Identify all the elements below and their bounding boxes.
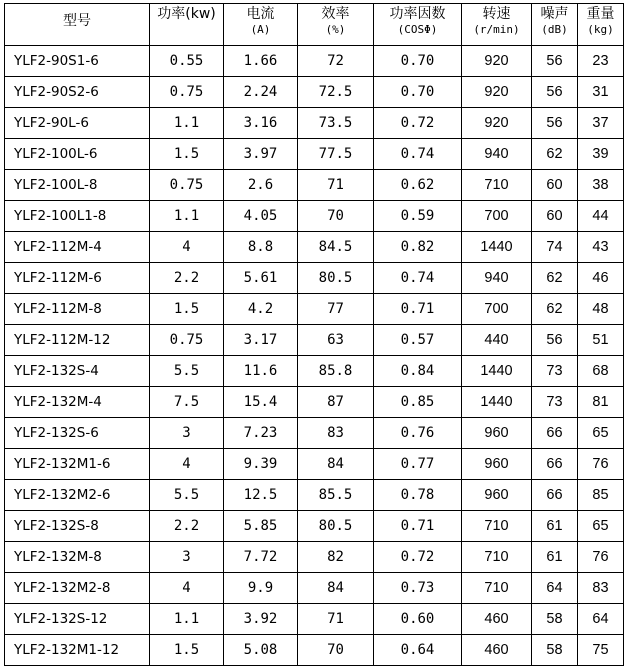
header-weight-unit: (kg) [587, 23, 614, 36]
cell-power: 2.2 [150, 511, 224, 542]
table-row [5, 263, 624, 294]
cell-speed: 440 [462, 325, 532, 356]
cell-current: 3.16 [224, 108, 298, 139]
cell-efficiency: 71 [298, 604, 374, 635]
cell-speed: 700 [462, 294, 532, 325]
header-model-label: 型号 [63, 13, 91, 29]
cell-model: YLF2-100L-6 [5, 139, 150, 170]
header-speed-label: 转速 [482, 6, 511, 22]
cell-model: YLF2-132S-4 [5, 356, 150, 387]
cell-power-factor: 0.85 [374, 387, 462, 418]
cell-current: 4.2 [224, 294, 298, 325]
cell-speed: 710 [462, 573, 532, 604]
header-noise [532, 4, 578, 46]
cell-efficiency: 85.5 [298, 480, 374, 511]
cell-power: 4 [150, 449, 224, 480]
header-current-label: 电流 [246, 6, 275, 22]
cell-noise: 60 [532, 170, 578, 201]
cell-speed: 1440 [462, 232, 532, 263]
cell-current: 3.92 [224, 604, 298, 635]
header-efficiency [298, 4, 374, 46]
cell-power: 3 [150, 542, 224, 573]
cell-model: YLF2-90S2-6 [5, 77, 150, 108]
table-row [5, 542, 624, 573]
header-current [224, 4, 298, 46]
motor-spec-sheet [4, 3, 624, 666]
cell-current: 9.39 [224, 449, 298, 480]
cell-noise: 56 [532, 108, 578, 139]
cell-model: YLF2-90S1-6 [5, 46, 150, 77]
cell-efficiency: 71 [298, 170, 374, 201]
table-row [5, 511, 624, 542]
cell-power-factor: 0.57 [374, 325, 462, 356]
cell-power: 1.5 [150, 635, 224, 666]
cell-weight: 83 [578, 573, 624, 604]
cell-weight: 23 [578, 46, 624, 77]
cell-efficiency: 87 [298, 387, 374, 418]
cell-weight: 37 [578, 108, 624, 139]
cell-noise: 62 [532, 263, 578, 294]
cell-efficiency: 77.5 [298, 139, 374, 170]
cell-current: 3.17 [224, 325, 298, 356]
cell-current: 5.85 [224, 511, 298, 542]
cell-model: YLF2-132S-8 [5, 511, 150, 542]
cell-current: 9.9 [224, 573, 298, 604]
header-efficiency-label: 效率 [321, 6, 350, 22]
cell-speed: 700 [462, 201, 532, 232]
cell-model: YLF2-132M-8 [5, 542, 150, 573]
cell-weight: 85 [578, 480, 624, 511]
cell-model: YLF2-132M-4 [5, 387, 150, 418]
cell-weight: 68 [578, 356, 624, 387]
cell-power: 1.5 [150, 139, 224, 170]
cell-efficiency: 77 [298, 294, 374, 325]
cell-current: 7.23 [224, 418, 298, 449]
cell-power-factor: 0.71 [374, 511, 462, 542]
cell-weight: 76 [578, 542, 624, 573]
cell-efficiency: 84.5 [298, 232, 374, 263]
cell-power-factor: 0.72 [374, 108, 462, 139]
cell-power-factor: 0.74 [374, 139, 462, 170]
table-row [5, 77, 624, 108]
cell-noise: 66 [532, 480, 578, 511]
cell-weight: 48 [578, 294, 624, 325]
cell-power: 5.5 [150, 480, 224, 511]
cell-power: 1.1 [150, 108, 224, 139]
cell-model: YLF2-132M2-8 [5, 573, 150, 604]
table-row [5, 604, 624, 635]
cell-power-factor: 0.60 [374, 604, 462, 635]
cell-current: 12.5 [224, 480, 298, 511]
cell-efficiency: 84 [298, 449, 374, 480]
table-row [5, 387, 624, 418]
cell-weight: 51 [578, 325, 624, 356]
cell-noise: 60 [532, 201, 578, 232]
table-header-row [5, 4, 624, 46]
cell-model: YLF2-90L-6 [5, 108, 150, 139]
table-row [5, 232, 624, 263]
cell-speed: 710 [462, 542, 532, 573]
cell-power-factor: 0.77 [374, 449, 462, 480]
cell-weight: 81 [578, 387, 624, 418]
cell-efficiency: 63 [298, 325, 374, 356]
cell-weight: 76 [578, 449, 624, 480]
cell-noise: 64 [532, 573, 578, 604]
cell-efficiency: 73.5 [298, 108, 374, 139]
cell-power-factor: 0.73 [374, 573, 462, 604]
cell-current: 2.6 [224, 170, 298, 201]
cell-weight: 39 [578, 139, 624, 170]
table-row [5, 573, 624, 604]
cell-speed: 460 [462, 635, 532, 666]
header-efficiency-unit: (%) [325, 23, 346, 36]
cell-power-factor: 0.70 [374, 77, 462, 108]
cell-efficiency: 80.5 [298, 263, 374, 294]
cell-power: 4 [150, 573, 224, 604]
header-power-label: 功率(kw) [157, 6, 216, 22]
cell-power: 0.75 [150, 170, 224, 201]
cell-power-factor: 0.74 [374, 263, 462, 294]
header-noise-label: 噪声 [540, 6, 569, 22]
cell-current: 11.6 [224, 356, 298, 387]
cell-model: YLF2-132S-12 [5, 604, 150, 635]
table-row [5, 108, 624, 139]
cell-speed: 940 [462, 263, 532, 294]
cell-power: 3 [150, 418, 224, 449]
cell-speed: 940 [462, 139, 532, 170]
cell-current: 15.4 [224, 387, 298, 418]
cell-model: YLF2-132M1-6 [5, 449, 150, 480]
cell-power: 1.5 [150, 294, 224, 325]
cell-current: 5.61 [224, 263, 298, 294]
cell-power-factor: 0.84 [374, 356, 462, 387]
cell-weight: 46 [578, 263, 624, 294]
cell-power: 0.75 [150, 325, 224, 356]
cell-efficiency: 85.8 [298, 356, 374, 387]
cell-weight: 65 [578, 418, 624, 449]
cell-speed: 920 [462, 108, 532, 139]
cell-power: 0.75 [150, 77, 224, 108]
cell-model: YLF2-112M-6 [5, 263, 150, 294]
cell-power-factor: 0.72 [374, 542, 462, 573]
cell-power-factor: 0.64 [374, 635, 462, 666]
cell-model: YLF2-132M2-6 [5, 480, 150, 511]
header-speed [462, 4, 532, 46]
header-noise-unit: (dB) [541, 23, 568, 36]
cell-power-factor: 0.76 [374, 418, 462, 449]
cell-weight: 44 [578, 201, 624, 232]
cell-speed: 710 [462, 511, 532, 542]
cell-weight: 38 [578, 170, 624, 201]
table-row [5, 170, 624, 201]
cell-efficiency: 84 [298, 573, 374, 604]
cell-weight: 75 [578, 635, 624, 666]
cell-noise: 74 [532, 232, 578, 263]
cell-noise: 56 [532, 325, 578, 356]
cell-current: 5.08 [224, 635, 298, 666]
cell-current: 4.05 [224, 201, 298, 232]
table-row [5, 294, 624, 325]
cell-weight: 43 [578, 232, 624, 263]
cell-power: 5.5 [150, 356, 224, 387]
cell-efficiency: 70 [298, 635, 374, 666]
cell-model: YLF2-100L-8 [5, 170, 150, 201]
table-row [5, 139, 624, 170]
cell-noise: 58 [532, 604, 578, 635]
cell-power: 4 [150, 232, 224, 263]
header-power-factor [374, 4, 462, 46]
cell-noise: 56 [532, 77, 578, 108]
table-row [5, 201, 624, 232]
header-power-factor-unit: (COSΦ) [397, 23, 438, 36]
cell-power: 2.2 [150, 263, 224, 294]
table-row [5, 449, 624, 480]
cell-power-factor: 0.62 [374, 170, 462, 201]
cell-efficiency: 82 [298, 542, 374, 573]
table-row [5, 480, 624, 511]
motor-spec-table [4, 3, 624, 666]
cell-weight: 64 [578, 604, 624, 635]
header-speed-unit: (r/min) [473, 23, 520, 36]
cell-power: 0.55 [150, 46, 224, 77]
cell-speed: 960 [462, 480, 532, 511]
table-row [5, 356, 624, 387]
cell-efficiency: 72.5 [298, 77, 374, 108]
cell-model: YLF2-100L1-8 [5, 201, 150, 232]
cell-weight: 31 [578, 77, 624, 108]
header-current-unit: (A) [250, 23, 271, 36]
table-row [5, 418, 624, 449]
cell-efficiency: 83 [298, 418, 374, 449]
cell-power-factor: 0.82 [374, 232, 462, 263]
cell-speed: 960 [462, 449, 532, 480]
cell-model: YLF2-112M-4 [5, 232, 150, 263]
header-model [5, 4, 150, 46]
cell-efficiency: 72 [298, 46, 374, 77]
cell-power: 7.5 [150, 387, 224, 418]
cell-noise: 61 [532, 542, 578, 573]
cell-current: 7.72 [224, 542, 298, 573]
cell-power-factor: 0.71 [374, 294, 462, 325]
cell-noise: 58 [532, 635, 578, 666]
cell-power-factor: 0.59 [374, 201, 462, 232]
cell-power-factor: 0.70 [374, 46, 462, 77]
cell-power-factor: 0.78 [374, 480, 462, 511]
cell-current: 3.97 [224, 139, 298, 170]
cell-efficiency: 70 [298, 201, 374, 232]
cell-current: 1.66 [224, 46, 298, 77]
table-row [5, 46, 624, 77]
header-weight [578, 4, 624, 46]
cell-noise: 73 [532, 356, 578, 387]
cell-speed: 920 [462, 77, 532, 108]
cell-model: YLF2-112M-8 [5, 294, 150, 325]
cell-noise: 66 [532, 418, 578, 449]
cell-model: YLF2-132M1-12 [5, 635, 150, 666]
cell-power: 1.1 [150, 201, 224, 232]
cell-speed: 920 [462, 46, 532, 77]
header-weight-label: 重量 [586, 6, 615, 22]
cell-current: 2.24 [224, 77, 298, 108]
cell-speed: 960 [462, 418, 532, 449]
cell-speed: 460 [462, 604, 532, 635]
cell-noise: 73 [532, 387, 578, 418]
cell-model: YLF2-112M-12 [5, 325, 150, 356]
cell-current: 8.8 [224, 232, 298, 263]
cell-weight: 65 [578, 511, 624, 542]
cell-speed: 1440 [462, 356, 532, 387]
cell-noise: 66 [532, 449, 578, 480]
table-row [5, 325, 624, 356]
cell-noise: 62 [532, 139, 578, 170]
cell-power: 1.1 [150, 604, 224, 635]
cell-noise: 62 [532, 294, 578, 325]
cell-speed: 710 [462, 170, 532, 201]
header-power [150, 4, 224, 46]
cell-noise: 61 [532, 511, 578, 542]
header-power-factor-label: 功率因数 [389, 6, 446, 22]
cell-speed: 1440 [462, 387, 532, 418]
cell-efficiency: 80.5 [298, 511, 374, 542]
cell-model: YLF2-132S-6 [5, 418, 150, 449]
table-row [5, 635, 624, 666]
cell-noise: 56 [532, 46, 578, 77]
